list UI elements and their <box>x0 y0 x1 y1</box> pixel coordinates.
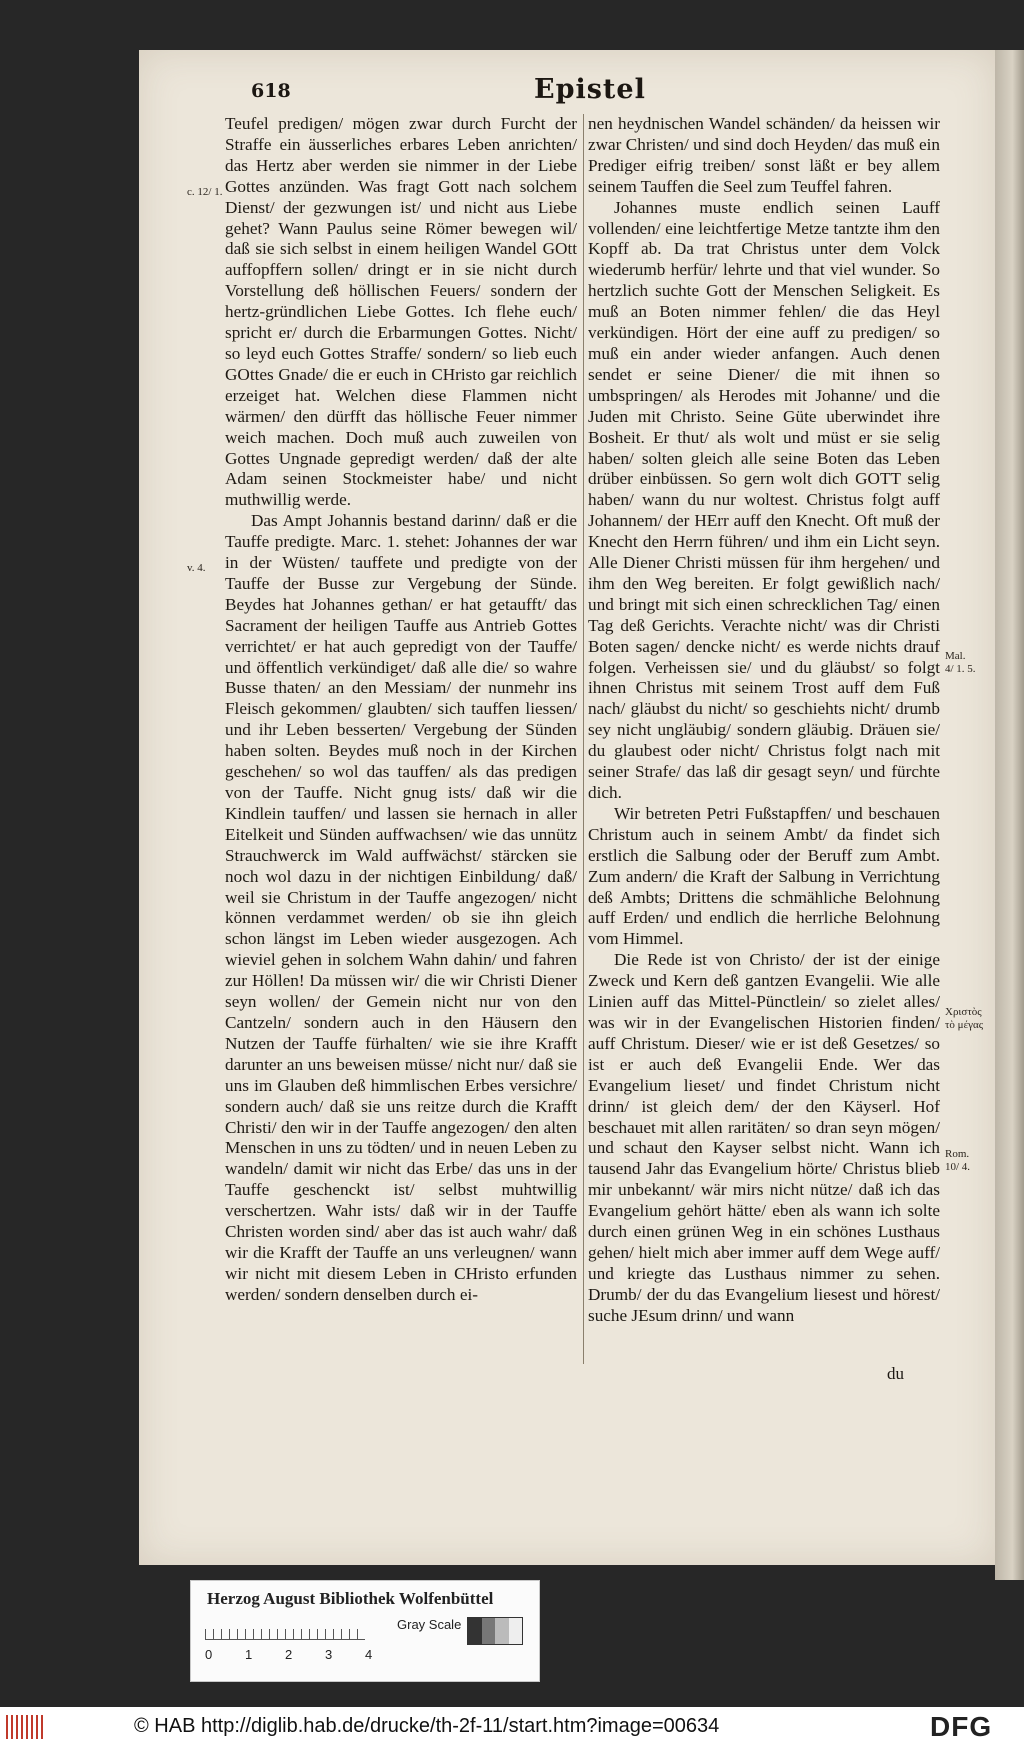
marginal-note: c. 12/ 1. <box>187 186 223 198</box>
marginal-note: Mal. 4/ 1. 5. <box>945 650 976 675</box>
page-number: 618 <box>251 80 291 102</box>
color-ruler-card <box>190 1580 540 1682</box>
scale-number: 1 <box>245 1647 253 1662</box>
footer-bar <box>0 1707 1024 1747</box>
paragraph: Johannes muste endlich seinen Lauff vollenden/ eine leichtfertige Metze tantzte ihm den Kopff ab. Da trat Christus unter dem Volck wiederumb herfür/ lehrte und that viel wunder. So hertzlich suchte Gott der Menschen Seligkeit. Es muß an Boten nimmer fehlen/ die das Heyl verkündigen. Hört der eine auff zu predigen/ so muß ein ander wieder anfangen. Auch denen sendet er seine Diener/ die mit ihnen so umbspringen/ als Herodes mit Johanne/ und die Juden mit Christo. Seine Güte uberwindet ihre Bosheit. Er thut/ als wolt und müst er sie selig haben/ solten gleich alle seine Boten das Leben drüber einbüssen. So gern wolt dich GOTT selig haben/ wann du nur woltest. Christus folgt auff Johannem/ der HErr auff den Knecht. Oft muß der Knecht den Herrn führen/ und ihm ein Licht seyn. Alle Diener Christi müssen für ihm hergehen/ und ihm den Weg bereiten. Er folgt gewißlich nach/ und bringt mit sich einen schrecklichen Tag/ einen Tag deß Gerichts. Verachte nicht/ was dir Christi Boten sagen/ dencke nicht/ es werde nichts drauf folgen. Verheissen sie/ und du gläubst/ so folgt ihnen Christus mit seinem Trost auff dem Fuß nach/ gläubst du nicht/ so geschiehts nicht/ drumb sey nicht ungläubig/ sondern gläubig. Dräuen sie/ du glaubest oder nicht/ Christus folgt nach mit seiner Strafe/ das laß dir gesagt seyn/ und fürchte dich. <box>588 197 940 802</box>
marginal-note: Rom. 10/ 4. <box>945 1148 971 1173</box>
scale-number: 3 <box>325 1647 333 1662</box>
paragraph: Teufel predigen/ mögen zwar durch Furcht der Straffe ein äusserliches erbares Leben anrichten/ das Hertz aber werden sie nimmer in der Liebe Gottes anzünden. Was fragt Gott nach solchem Dienst/ der gezwungen ist/ und nicht aus Liebe gehet? Wann Paulus seine Römer bewegen wil/ daß sie sich selbst in einem heiligen Wandel GOtt auffopffern sollen/ dringt er in sie nicht durch Vorstellung deß höllischen Feuers/ sondern der hertz-gründlichen Liebe Gottes. Ich flehe euch/ spricht er/ durch die Erbarmungen Gottes. Nicht/ so leyd euch Gottes Straffe/ sondern/ so lieb euch GOttes Gnade/ die er euch in CHristo gar reichlich erzeiget hat. Welchen diese Flammen nicht wärmen/ den dürfft das höllische Feuer nimmer weich machen. Doch muß auch zuweilen von Gottes Ungnade gepredigt werden/ daß der alte Adam seinen Stockmeister habe/ und nicht muthwillig werde. <box>225 114 577 510</box>
left-column <box>225 114 577 1306</box>
paragraph: Das Ampt Johannis bestand darinn/ daß er die Tauffe predigte. Marc. 1. stehet: Johannes der war in der Wüsten/ tauffete und predigte von der Tauffe der Busse zur Vergebung der Sünde. Beydes hat Johannes gethan/ er hat getaufft/ das Sacrament der heiligen Tauffe aus Antrieb Gottes verrichtet/ er hat auch gepredigt von der Tauffe/ und öffentlich verkündiget/ daß alle die/ so wahre Busse thaten/ an den Messiam/ der nunmehr ins Fleisch gekommen/ glaubten/ sich tauffen liessen/ und ihr Leben besserten/ Vergebung der Sünden haben solten. Beydes muß noch in der Kirchen geschehen/ so wol das tauffen/ als das predigen von der Tauffe. Nicht gnug ists/ daß wir die Kindlein tauffen/ und lassen sie hernach in aller Eitelkeit und Sünden auffwachsen/ wie das unnütz Strauchwerck im Wald auffwächst/ stärcken sie noch wol dazu in der nichtigen Einbildung/ daß/ weil sie Christum in der Tauffe angezogen/ nicht können verdammet werden/ ob sie ihn gleich schon längst im Leben wieder ausgezogen. Ach wieviel gehen in solchem Wahn dahin/ und fahren zur Höllen! Da müssen wir/ die wir Christi Diener seyn wollen/ der Gemein nicht nur von den Cantzeln/ sondern auch in den Häusern den Nutzen der Tauffe fürhalten/ wie sie ihre Krafft darunter an uns beweisen müsse/ nicht nur/ daß sie uns im Glauben deß himmlischen Erbes versichre/ sondern auch/ daß sie uns reitze durch die Krafft Christi/ den wir in der Tauffe angezogen/ den alten Menschen in uns zu tödten/ und in neuen Leben zu wandeln/ damit wir nicht das Erbe/ das uns in der Tauffe geschenckt ist/ selbst muhtwillig verschertzen. Wahr ists/ daß wir in der Tauffe Christen worden sind/ aber das ist auch wahr/ daß wir die Krafft der Tauffe an uns verleugnen/ wann wir nicht mit diesem Leben in CHristo erfunden werden/ sondern denselben durch ei- <box>225 511 577 1304</box>
next-page-edge <box>995 50 1024 1580</box>
swatch-light <box>495 1618 509 1644</box>
swatch-white <box>509 1618 523 1644</box>
dfg-logo: DFG <box>930 1711 993 1742</box>
gray-scale-label: Gray Scale <box>397 1617 462 1632</box>
running-head: Epistel <box>534 74 646 105</box>
source-link[interactable]: © HAB http://diglib.hab.de/drucke/th-2f-11/start.htm?image=00634 <box>134 1715 720 1737</box>
paragraph: Wir betreten Petri Fußstapffen/ und beschauen Christum auch in seinem Ambt/ da findet sich erstlich die Salbung oder der Beruff zum Ambt. Zum andern/ die Kraft der Salbung in Verrichtung deß Ambts; Drittens die schmähliche Belohnung auff Erden/ und endlich die herrliche Belohnung vom Himmel. <box>588 803 940 949</box>
scale-number: 2 <box>285 1647 293 1662</box>
hab-logo-icon <box>6 1715 44 1739</box>
scale-number: 0 <box>205 1647 213 1662</box>
swatch-dark <box>468 1618 482 1644</box>
gray-scale-swatches <box>467 1617 523 1645</box>
paragraph: nen heydnischen Wandel schänden/ da heissen wir zwar Christen/ und sind doch Heyden/ das muß ein Prediger eifrig treiben/ sonst läßt er bey allem seinem Tauffen die Seel zum Teuffel fahren. <box>588 114 940 196</box>
measurement-scale <box>205 1621 365 1640</box>
book-page <box>139 50 995 1565</box>
scale-number: 4 <box>365 1647 373 1662</box>
catchword: du <box>887 1364 904 1383</box>
column-divider <box>583 114 584 1364</box>
marginal-note: v. 4. <box>187 562 206 574</box>
library-name: Herzog August Bibliothek Wolfenbüttel <box>207 1589 494 1608</box>
right-column <box>588 114 940 1327</box>
swatch-mid <box>482 1618 496 1644</box>
scale-numbers <box>205 1647 375 1662</box>
marginal-note: Χριστὸς τὸ μέγας <box>945 1006 984 1031</box>
paragraph: Die Rede ist von Christo/ der ist der einige Zweck und Kern deß gantzen Evangelii. Wie alle Linien auff das Mittel-Pünctlein/ so zielet alles/ was wir in der Evangelischen Historien finden/ auff Christum. Dieser/ wie er ist deß Gesetzes/ so ist er auch deß Evangelii Ende. Wer das Evangelium lieset/ und findet Christum nicht drinn/ ist gleich dem/ der den Käyserl. Hof beschauet mit allen raritäten/ so dran seyn mögen/ und schaut den Kayser selbst nicht. Wann ich tausend Jahr das Evangelium hörte/ Christus blieb mir unbekannt/ wär mirs nicht nütze/ daß ich das Evangelium gehört hätte/ eben als wann ich solte durch einen grünen Weg in ein schönes Lusthaus gehen/ hielt mich aber immer auff dem Wege auff/ und kriegte das Lusthaus nimmer zu sehen. Drumb/ der du das Evangelium liesest und hörest/ suche JEsum drinn/ und wann <box>588 950 940 1325</box>
page-header <box>139 74 995 110</box>
